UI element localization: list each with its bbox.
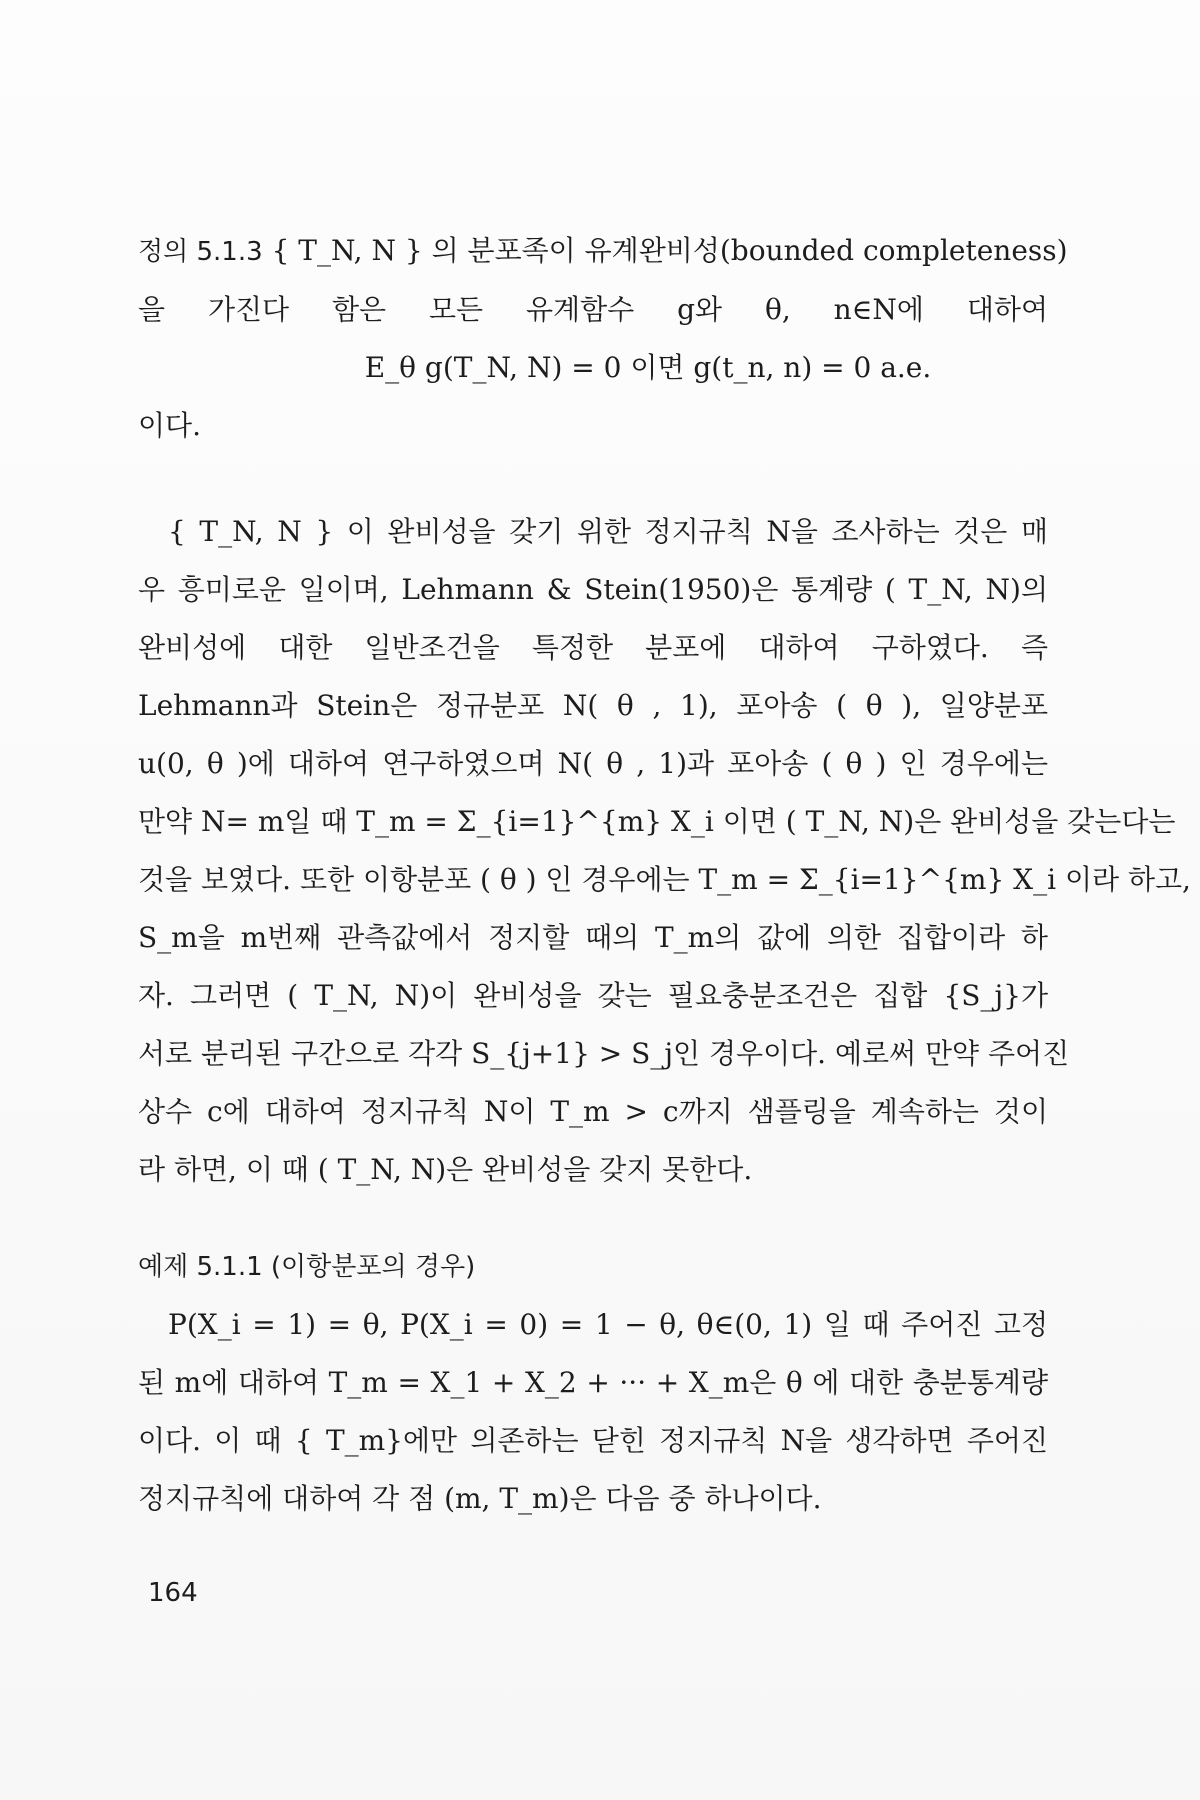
spacer bbox=[138, 1199, 1048, 1237]
paragraph-line-2: 우 흥미로운 일이며, Lehmann & Stein(1950)은 통계량 ( T_N, N)의 bbox=[138, 573, 1048, 606]
paragraph-line-12: 라 하면, 이 때 ( T_N, N)은 완비성을 갖지 못한다. bbox=[138, 1153, 753, 1186]
example-heading bbox=[138, 1237, 1048, 1296]
paragraph-line-3: 완비성에 대한 일반조건을 특정한 분포에 대하여 구하였다. 즉 bbox=[138, 631, 1048, 664]
paragraph-line-1: { T_N, N } 이 완비성을 갖기 위한 정지규칙 N을 조사하는 것은 매 bbox=[168, 515, 1048, 548]
example-line-2: 된 m에 대하여 T_m = X_1 + X_2 + ··· + X_m은 θ 에 대한 충분통계량 bbox=[138, 1366, 1048, 1399]
page-content bbox=[138, 222, 1191, 1528]
definition-line-4: 이다. bbox=[138, 409, 201, 442]
definition-label: 정의 5.1.3 bbox=[138, 237, 263, 267]
definition-line-1 bbox=[138, 222, 1068, 281]
spacer bbox=[138, 455, 1048, 503]
page-number: 164 bbox=[148, 1578, 198, 1608]
paragraph-line-11: 상수 c에 대하여 정지규칙 N이 T_m > c까지 샘플링을 계속하는 것이 bbox=[138, 1095, 1048, 1128]
example-label: 예제 5.1.1 (이항분포의 경우) bbox=[138, 1252, 476, 1282]
paragraph-line-8: S_m을 m번째 관측값에서 정지할 때의 T_m의 값에 의한 집합이라 하 bbox=[138, 921, 1048, 954]
paragraph-line-7: 것을 보였다. 또한 이항분포 ( θ ) 인 경우에는 T_m = Σ_{i=1}^{m} X_i 이라 하고, bbox=[138, 863, 1191, 896]
definition-formula: E_θ g(T_N, N) = 0 이면 g(t_n, n) = 0 a.e. bbox=[364, 351, 932, 384]
definition-text: { T_N, N } 의 분포족이 유계완비성(bounded completeness) bbox=[271, 234, 1068, 267]
paragraph-line-10: 서로 분리된 구간으로 각각 S_{j+1} > S_j인 경우이다. 예로써 만약 주어진 bbox=[138, 1037, 1070, 1070]
paragraph-line-9: 자. 그러면 ( T_N, N)이 완비성을 갖는 필요충분조건은 집합 {S_j}가 bbox=[138, 979, 1048, 1012]
paragraph-line-6: 만약 N= m일 때 T_m = Σ_{i=1}^{m} X_i 이면 ( T_N, N)은 완비성을 갖는다는 bbox=[138, 805, 1176, 838]
example-line-1: P(X_i = 1) = θ, P(X_i = 0) = 1 − θ, θ∈(0, 1) 일 때 주어진 고정 bbox=[168, 1308, 1048, 1341]
paragraph-line-5: u(0, θ )에 대하여 연구하였으며 N( θ , 1)과 포아송 ( θ ) 인 경우에는 bbox=[138, 747, 1048, 780]
definition-line-2: 을 가진다 함은 모든 유계함수 g와 θ, n∈N에 대하여 bbox=[138, 293, 1048, 326]
example-line-3: 이다. 이 때 { T_m}에만 의존하는 닫힌 정지규칙 N을 생각하면 주어진 bbox=[138, 1424, 1048, 1457]
paragraph-line-4: Lehmann과 Stein은 정규분포 N( θ , 1), 포아송 ( θ ), 일양분포 bbox=[138, 689, 1048, 722]
example-line-4: 정지규칙에 대하여 각 점 (m, T_m)은 다음 중 하나이다. bbox=[138, 1482, 822, 1515]
